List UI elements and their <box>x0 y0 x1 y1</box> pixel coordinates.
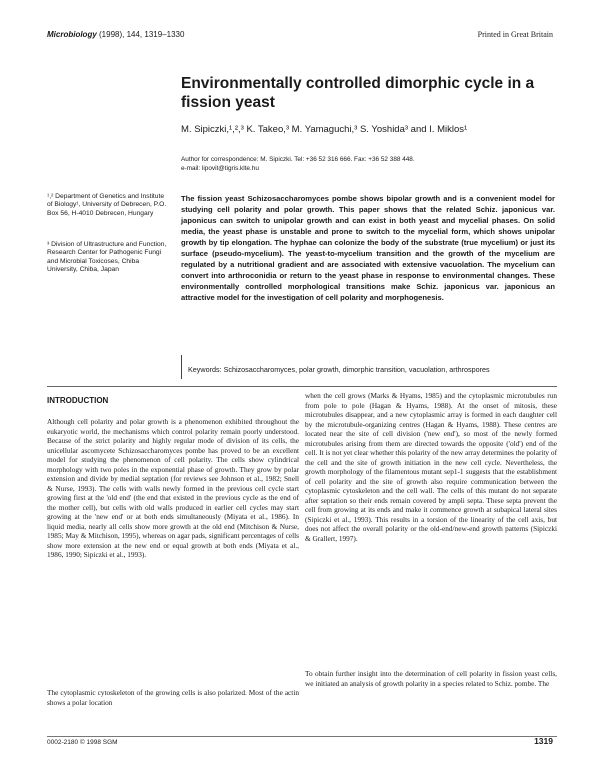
keywords-text: Schizosaccharomyces, polar growth, dimorphic transition, vacuolation, arthrospores <box>223 365 490 374</box>
paragraph: when the cell grows (Marks & Hyams, 1985) and the cytoplasmic microtubules run from pole to pole (Hagan & Hyams, 1988). At the onset of mitosis, these microtubules disappear, and a new cytoplasmic array is formed in each daughter cell by the microtubule-organizing centres (Hagan & Hyams, 1988). These centres are located near the site of cell division ('new end'), so most of the newly formed microtubules arising from them are directed towards the opposite ('old') end of the cell. It is not yet clear whether this polarity of the new array determines the polarity of the cell and the site of growth initiation in the new cell cycle. Nevertheless, the growth morphology of the filamentous mutant sep1-1 suggests that the establishment of cell polarity and the site of growth also require communication between the cytoplasmic cytoskeleton and the cell wall. The cells of this mutant do not separate after septation so their ends remain covered by ampli septa. These septa prevent the cell from growing at its ends and make it commence growth at subapical lateral sites (Sipiczki et al., 1993). This results in a torsion of the linearity of the cell axis, but does not affect the overall polarity or the old-end/new-end growth patterns (Sipiczki & Grallert, 1997). <box>305 391 557 543</box>
footer-divider <box>47 736 557 737</box>
author-list: M. Sipiczki,¹,²,³ K. Takeo,³ M. Yamaguchi,³ S. Yoshida³ and I. Miklos¹ <box>181 124 468 135</box>
journal-name: Microbiology <box>47 30 97 39</box>
page-number: 1319 <box>534 736 553 746</box>
abstract: The fission yeast Schizosaccharomyces pombe shows bipolar growth and is a convenient model for studying cell polarity and polar growth. This paper shows that the related Schiz. japonicus var. japonicus can switch to unipolar growth and can exist in both yeast and mycelial phases. On solid media, the yeast phase is unstable and prone to switch to the mycelial form, which shows unipolar growth by tip elongation. The hyphae can colonize the body of the substrate (true mycelium) or just its surface (pseudo-mycelium). The yeast-to-mycelium transition and the growth of the mycelium are regulated by a nutritional gradient and are associated with extensive vacuolation. The mycelium can convert into arthroconidia or return to the yeast phase in response to environmental changes. These environmentally controlled morphological transitions make Schiz. japonicus var. japonicus an attractive model for the investigation of cell polarity and morphogenesis. <box>181 194 555 302</box>
section-divider <box>47 386 557 387</box>
correspondence-line: Author for correspondence: M. Sipiczki. Tel: +36 52 316 666. Fax: +36 52 388 448. <box>181 156 415 163</box>
footer-issn: 0002-2180 © 1998 SGM <box>47 739 118 746</box>
correspondence <box>181 155 561 173</box>
body-column-left <box>47 417 299 560</box>
section-heading: INTRODUCTION <box>47 396 109 405</box>
body-column-left-2 <box>47 688 299 707</box>
email-line: e-mail: lipovit@tigris.klte.hu <box>181 165 259 172</box>
affiliation-1: ¹,² Department of Genetics and Institute of Biology¹, University of Debrecen, P.O. Box 56, H-4010 Debrecen, Hungary <box>47 193 167 217</box>
keywords <box>188 365 548 375</box>
body-column-right-2 <box>305 669 557 688</box>
keywords-rule <box>181 355 182 379</box>
paragraph: The cytoplasmic cytoskeleton of the growing cells is also polarized. Most of the actin shows a polar location <box>47 688 299 707</box>
keywords-label: Keywords: <box>188 365 222 374</box>
affiliation-2: ³ Division of Ultrastructure and Function, Research Center for Pathogenic Fungi and Microbial Toxicoses, Chiba University, Chiba, Japan <box>47 241 167 274</box>
running-head <box>47 30 184 39</box>
printed-in: Printed in Great Britain <box>477 30 553 39</box>
body-column-right <box>305 391 557 543</box>
paragraph: To obtain further insight into the determination of cell polarity in fission yeast cells, we initiated an analysis of growth polarity in a species related to Schiz. pombe. The <box>305 669 557 688</box>
article-title: Environmentally controlled dimorphic cycle in a fission yeast <box>181 75 535 111</box>
paragraph: Although cell polarity and polar growth is a phenomenon exhibited throughout the eukaryotic world, the mechanisms which control polarity remain poorly understood. Because of the strict polarity and highly regular mode of division of its cells, the unicellular ascomycete Schizosaccharomyces pombe has proved to be an excellent model for studying the phenomenon of cell polarity. The cells show cylindrical morphology with two poles in the exponential phase of growth. They grow by polar extension and divide by medial septation (for reviews see Johnson et al., 1982; Snell & Nurse, 1993). The cells with walls newly formed in the previous cell cycle start growing first at the 'old end' (the end that existed in the previous cycle as the end of the mother cell), but cells with old walls produced in earlier cell cycles may start growing at the 'new end' or at both ends simultaneously (Miyata et al., 1986). In liquid media, nearly all cells show more growth at the old end (Mitchison & Nurse, 1985; May & Mitchison, 1995), whereas on agar pads, significant percentages of cells show more extension at the new end or equal growth at both ends (Miyata et al., 1986, 1990; Sipiczki et al., 1993). <box>47 417 299 559</box>
citation: (1998), 144, 1319–1330 <box>99 30 185 39</box>
